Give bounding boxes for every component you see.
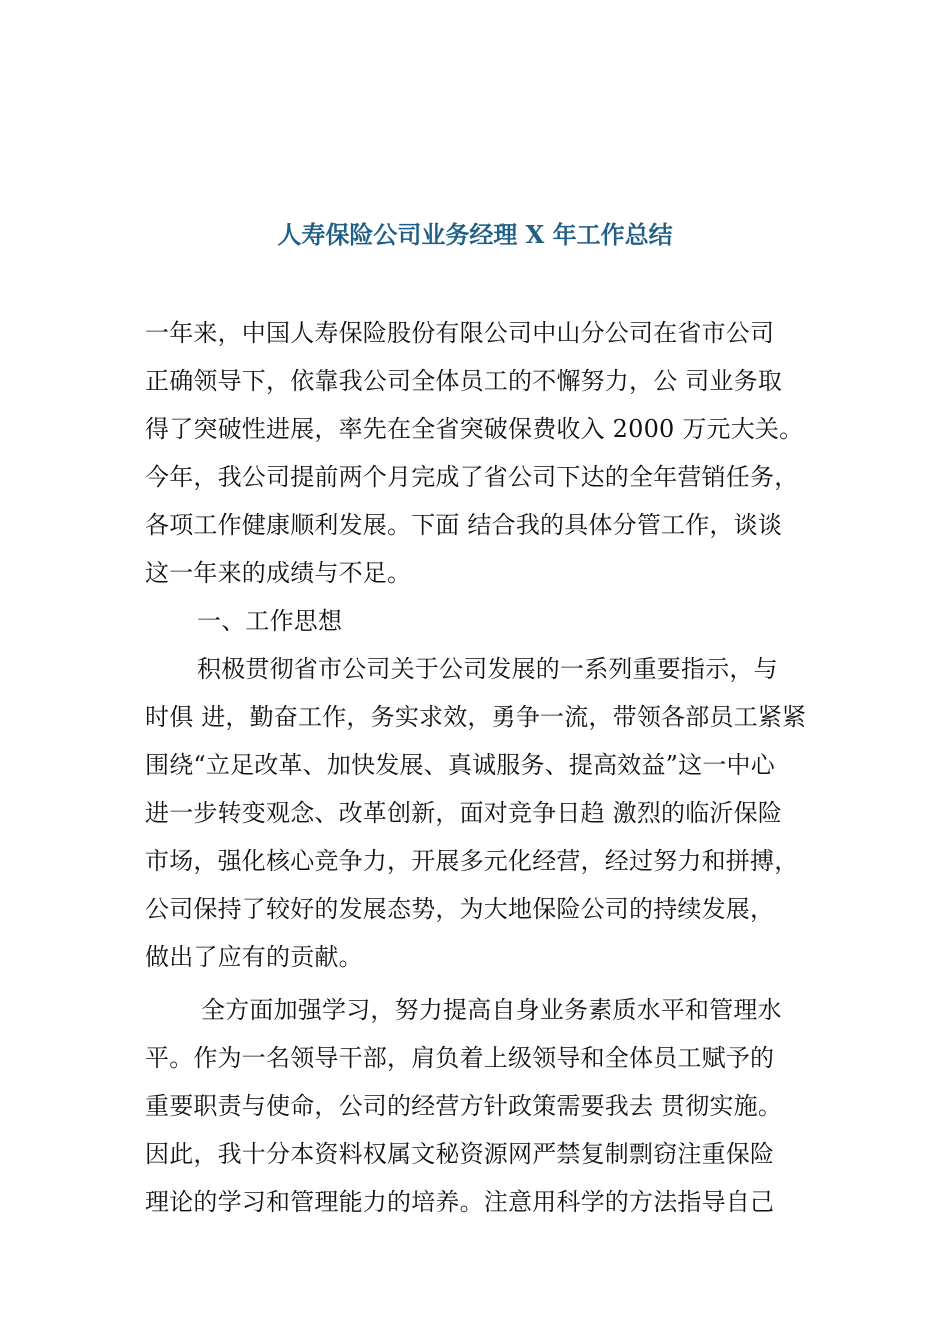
text-line: 得了突破性进展，率先在全省突破保费收入 2000 万元大关。 [145, 415, 804, 443]
document-body [145, 309, 815, 1226]
text-line: 公司保持了较好的发展态势，为大地保险公司的持续发展， [145, 895, 775, 923]
text-line: 进一步转变观念、改革创新，面对竞争日趋 激烈的临沂保险 [145, 799, 783, 827]
text-line: 全方面加强学习，努力提高自身业务素质水平和管理水 [201, 996, 782, 1024]
text-line: 正确领导下，依靠我公司全体员工的不懈努力，公 司业务取 [145, 367, 783, 395]
text-line: 时俱 进，勤奋工作，务实求效，勇争一流，带领各部员工紧紧 [145, 703, 807, 731]
document-title: 人寿保险公司业务经理 X 年工作总结 [277, 220, 673, 249]
section-heading: 一、工作思想 [197, 607, 343, 635]
text-line: 做出了应有的贡献。 [145, 943, 363, 971]
text-line: 平。作为一名领导干部，肩负着上级领导和全体员工赋予的 [145, 1044, 775, 1072]
text-line: 这一年来的成绩与不足。 [145, 559, 412, 587]
text-line: 积极贯彻省市公司关于公司发展的一系列重要指示，与 [197, 655, 778, 683]
text-line: 市场，强化核心竞争力，开展多元化经营，经过努力和拼搏， [145, 847, 799, 875]
text-line: 今年，我公司提前两个月完成了省公司下达的全年营销任务， [145, 463, 799, 491]
text-line: 理论的学习和管理能力的培养。注意用科学的方法指导自己 [145, 1188, 775, 1216]
text-line: 一年来，中国人寿保险股份有限公司中山分公司在省市公司 [145, 319, 775, 347]
text-line: 重要职责与使命，公司的经营方针政策需要我去 贯彻实施。 [145, 1092, 783, 1120]
text-line: 各项工作健康顺利发展。下面 结合我的具体分管工作，谈谈 [145, 511, 783, 539]
text-line: 围绕“立足改革、加快发展、真诚服务、提高效益”这一中心 [145, 751, 775, 779]
text-line: 因此，我十分本资料权属文秘资源网严禁复制剽窃注重保险 [145, 1140, 775, 1168]
